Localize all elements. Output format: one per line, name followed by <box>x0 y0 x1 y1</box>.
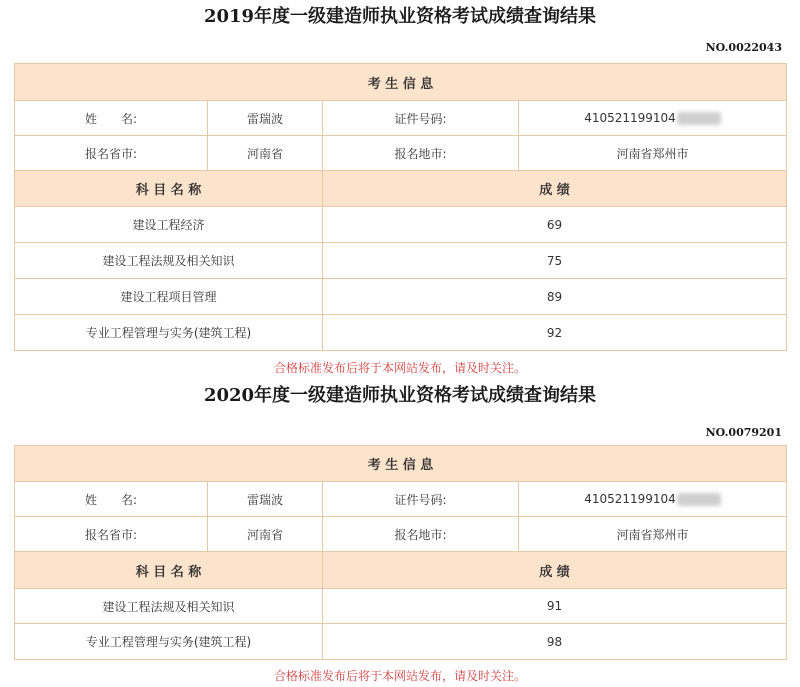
report-title: 2019年度一级建造师执业资格考试成绩查询结果 <box>203 6 597 27</box>
city-value: 河南省郑州市 <box>519 517 787 552</box>
name-value: 雷瑞波 <box>208 482 323 517</box>
notice-text: 合格标准发布后将于本网站发布，请及时关注。 <box>273 361 526 375</box>
subject-name: 专业工程管理与实务(建筑工程) <box>15 315 323 351</box>
score-column-header: 成 绩 <box>323 171 787 207</box>
info-row-location <box>15 517 787 552</box>
subject-name: 建设工程经济 <box>15 207 323 243</box>
info-row-name <box>15 101 787 136</box>
score-table <box>14 445 787 660</box>
subject-score: 69 <box>323 207 787 243</box>
subject-score: 98 <box>323 624 787 660</box>
id-number-value: 410521199104 <box>584 492 676 506</box>
redacted-blur <box>677 112 721 125</box>
redacted-blur <box>677 493 721 506</box>
score-table <box>14 63 787 351</box>
report-title: 2020年度一级建造师执业资格考试成绩查询结果 <box>203 385 597 406</box>
table-row <box>15 624 787 660</box>
report-serial-number: NO.0022043 <box>705 41 782 54</box>
name-value: 雷瑞波 <box>208 101 323 136</box>
candidate-info-header: 考 生 信 息 <box>15 446 787 482</box>
subject-name: 专业工程管理与实务(建筑工程) <box>15 624 323 660</box>
subject-column-header: 科 目 名 称 <box>15 552 323 589</box>
table-row <box>15 589 787 624</box>
id-number-cell <box>519 101 787 136</box>
report-serial-number: NO.0079201 <box>705 426 782 439</box>
subject-name: 建设工程项目管理 <box>15 279 323 315</box>
subject-name: 建设工程法规及相关知识 <box>15 243 323 279</box>
score-column-header: 成 绩 <box>323 552 787 589</box>
table-row <box>15 207 787 243</box>
subject-score: 92 <box>323 315 787 351</box>
id-number-cell <box>519 482 787 517</box>
notice-text: 合格标准发布后将于本网站发布，请及时关注。 <box>273 669 526 683</box>
name-label: 姓 名: <box>15 101 208 136</box>
table-row <box>15 315 787 351</box>
subject-score: 75 <box>323 243 787 279</box>
subject-column-header: 科 目 名 称 <box>15 171 323 207</box>
subject-name: 建设工程法规及相关知识 <box>15 589 323 624</box>
province-label: 报名省市: <box>15 136 208 171</box>
subject-score: 89 <box>323 279 787 315</box>
id-number-value: 410521199104 <box>584 111 676 125</box>
province-value: 河南省 <box>208 517 323 552</box>
id-number-label: 证件号码: <box>323 101 519 136</box>
city-value: 河南省郑州市 <box>519 136 787 171</box>
table-row <box>15 279 787 315</box>
info-row-name <box>15 482 787 517</box>
table-row <box>15 243 787 279</box>
candidate-info-header: 考 生 信 息 <box>15 64 787 101</box>
subject-score: 91 <box>323 589 787 624</box>
id-number-label: 证件号码: <box>323 482 519 517</box>
city-label: 报名地市: <box>323 517 519 552</box>
city-label: 报名地市: <box>323 136 519 171</box>
name-label: 姓 名: <box>15 482 208 517</box>
info-row-location <box>15 136 787 171</box>
province-value: 河南省 <box>208 136 323 171</box>
province-label: 报名省市: <box>15 517 208 552</box>
